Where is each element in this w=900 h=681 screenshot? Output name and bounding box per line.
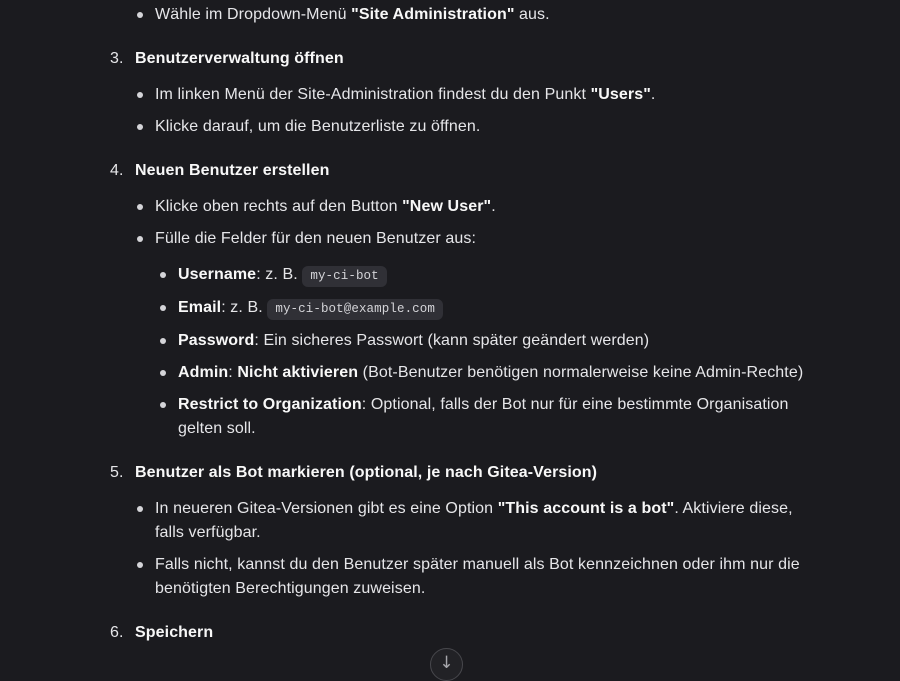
list-item-text: Email: z. B. my-ci-bot@example.com [178,296,820,321]
list-item [110,497,820,545]
list-item-text: Klicke darauf, um die Benutzerliste zu öffnen. [155,118,481,135]
list-item-text: Neuen Benutzer erstellen [135,162,330,179]
bullet-icon [160,402,166,408]
list-item-text: Benutzerverwaltung öffnen [135,50,344,67]
numbered-item [110,47,820,71]
list-item-text: Speichern [135,624,214,641]
list-item-text: Password: Ein sicheres Passwort (kann später geändert werden) [178,332,650,349]
bullet-icon [160,305,166,311]
chat-message-content [0,3,900,657]
list-item [110,393,820,441]
bullet-icon [137,506,143,512]
bullet-icon [137,204,143,210]
bullet-icon [137,124,143,130]
list-item-text: Im linken Menü der Site-Administration findest du den Punkt "Users". [155,86,656,103]
inline-code: my-ci-bot [302,266,386,287]
list-number: 5. [110,464,124,481]
list-item-text: Wähle im Dropdown-Menü "Site Administration" aus. [155,6,550,23]
list-item [110,296,820,321]
list-item-text: Falls nicht, kannst du den Benutzer später manuell als Bot kennzeichnen oder ihm nur die benötigten Berechtigungen zuweisen. [155,556,800,597]
bullet-icon [137,236,143,242]
list-item [110,553,820,601]
list-item [110,195,820,219]
list-item [110,361,820,385]
list-item [110,115,820,139]
bullet-icon [160,338,166,344]
list-item-text: Fülle die Felder für den neuen Benutzer aus: [155,230,477,247]
bullet-icon [160,370,166,376]
list-item-text: Restrict to Organization: Optional, falls der Bot nur für eine bestimmte Organisation gelten soll. [178,396,789,437]
list-item-text: Benutzer als Bot markieren (optional, je nach Gitea-Version) [135,464,598,481]
numbered-item [110,621,820,645]
bullet-icon [160,272,166,278]
bullet-icon [137,92,143,98]
list-item [110,227,820,251]
list-item [110,83,820,107]
scroll-to-bottom-button[interactable] [430,648,463,681]
list-item [110,329,820,353]
list-number: 4. [110,162,124,179]
numbered-item [110,461,820,485]
bullet-icon [137,562,143,568]
list-item-text: In neueren Gitea-Versionen gibt es eine Option "This account is a bot". Aktiviere diese, falls verfügbar. [155,500,793,541]
list-item-text: Admin: Nicht aktivieren (Bot-Benutzer benötigen normalerweise keine Admin-Rechte) [178,364,804,381]
inline-code: my-ci-bot@example.com [267,299,443,320]
list-item-text: Klicke oben rechts auf den Button "New User". [155,198,496,215]
list-number: 3. [110,50,124,67]
bullet-icon [137,12,143,18]
list-number: 6. [110,624,124,641]
numbered-item [110,159,820,183]
arrow-down-icon: ↓ [439,653,454,673]
list-item [110,263,820,288]
list-item-text: Username: z. B. my-ci-bot [178,263,820,288]
list-item [110,3,820,27]
